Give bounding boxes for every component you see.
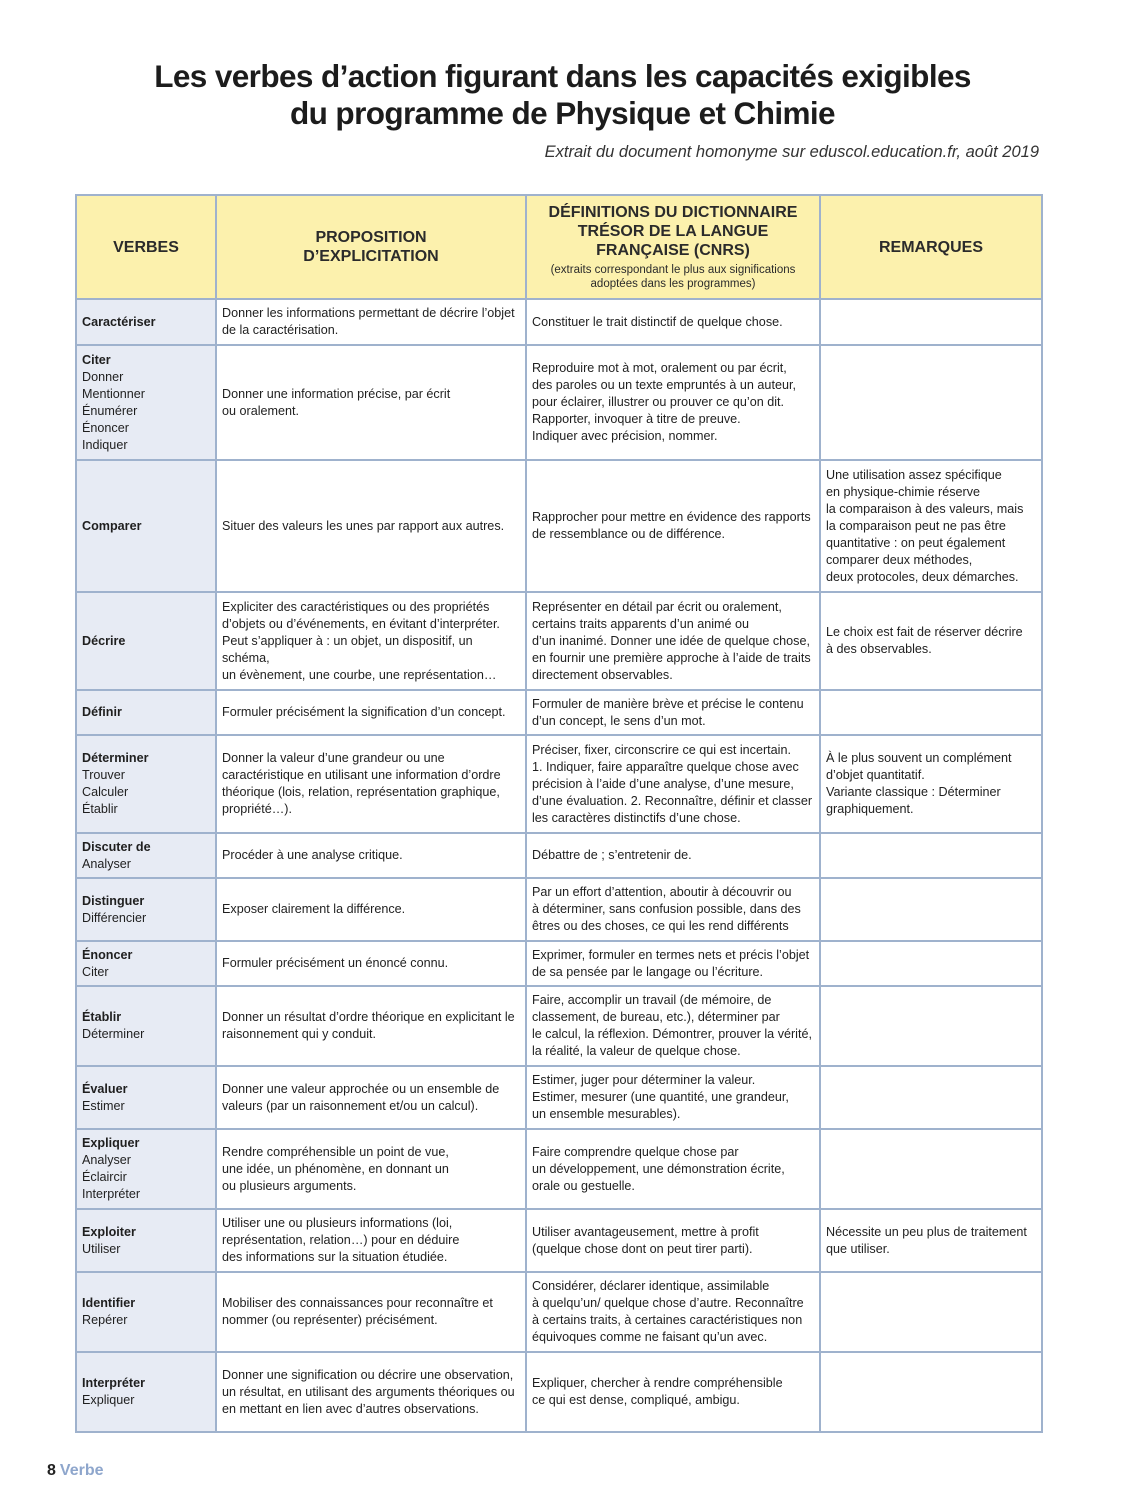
remarque-cell xyxy=(820,941,1042,986)
proposition-cell: Formuler précisément un énoncé connu. xyxy=(216,941,526,986)
table-row xyxy=(76,986,1042,1066)
table-row xyxy=(76,941,1042,986)
page-number: 8 xyxy=(47,1462,56,1479)
verb-cell xyxy=(76,460,216,592)
definition-cell: Faire, accomplir un travail (de mémoire, de classement, de bureau, etc.), déterminer par le calcul, la réflexion. Démontrer, prouver la vérité, la réalité, la valeur de quelque chose. xyxy=(526,986,820,1066)
proposition-cell: Rendre compréhensible un point de vue, une idée, un phénomène, en donnant un ou plusieurs arguments. xyxy=(216,1129,526,1209)
definition-cell: Préciser, fixer, circonscrire ce qui est incertain. 1. Indiquer, faire apparaître quelque chose avec précision à l’aide d’une analyse, d’une mesure, d’une évaluation. 2. Reconnaître, définir et classer les caractères distinctifs d’une chose. xyxy=(526,735,820,833)
verb-synonyms: Repérer xyxy=(82,1313,128,1327)
definition-cell: Formuler de manière brève et précise le contenu d’un concept, le sens d’un mot. xyxy=(526,690,820,735)
verb-main: Expliquer xyxy=(82,1136,140,1150)
table-row xyxy=(76,833,1042,878)
verb-synonyms: Déterminer xyxy=(82,1027,145,1041)
verb-cell xyxy=(76,1129,216,1209)
verb-synonyms: Donner Mentionner Énumérer Énoncer Indiquer xyxy=(82,369,146,452)
table-row xyxy=(76,299,1042,345)
verb-synonyms: Expliquer xyxy=(82,1393,135,1407)
table-row xyxy=(76,690,1042,735)
remarque-cell xyxy=(820,1066,1042,1129)
table-row xyxy=(76,1272,1042,1352)
verb-synonyms: Citer xyxy=(82,964,109,979)
proposition-cell: Donner une signification ou décrire une observation, un résultat, en utilisant des arguments théoriques ou en mettant en lien avec d’autres observations. xyxy=(216,1352,526,1432)
proposition-cell: Exposer clairement la différence. xyxy=(216,878,526,941)
table-header-row xyxy=(76,195,1042,299)
verbs-table xyxy=(75,194,1043,1433)
header-proposition: PROPOSITION D’EXPLICITATION xyxy=(216,195,526,299)
verb-main: Définir xyxy=(82,705,122,719)
table-row xyxy=(76,592,1042,690)
header-definitions-note: (extraits correspondant le plus aux significations adoptées dans les programmes) xyxy=(550,264,796,290)
verb-synonyms: Analyser xyxy=(82,856,131,871)
definition-cell: Rapprocher pour mettre en évidence des rapports de ressemblance ou de différence. xyxy=(526,460,820,592)
verb-main: Caractériser xyxy=(82,314,156,329)
remarque-cell xyxy=(820,986,1042,1066)
proposition-cell: Procéder à une analyse critique. xyxy=(216,833,526,878)
title-line-1: Les verbes d’action figurant dans les capacités exigibles xyxy=(154,58,971,94)
verb-synonyms: Analyser Éclaircir Interpréter xyxy=(82,1153,141,1201)
proposition-cell: Donner une valeur approchée ou un ensemble de valeurs (par un raisonnement et/ou un calcul). xyxy=(216,1066,526,1129)
table-row xyxy=(76,735,1042,833)
verb-main: Identifier xyxy=(82,1296,136,1310)
proposition-cell: Utiliser une ou plusieurs informations (loi, représentation, relation…) pour en déduire des informations sur la situation étudiée. xyxy=(216,1209,526,1272)
verb-cell xyxy=(76,1209,216,1272)
title-line-2: du programme de Physique et Chimie xyxy=(290,95,835,131)
proposition-cell: Mobiliser des connaissances pour reconnaître et nommer (ou représenter) précisément. xyxy=(216,1272,526,1352)
table-row xyxy=(76,1066,1042,1129)
verb-main: Distinguer xyxy=(82,893,145,908)
verb-main: Déterminer xyxy=(82,751,149,765)
remarque-cell xyxy=(820,690,1042,735)
proposition-cell: Donner une information précise, par écrit ou oralement. xyxy=(216,345,526,460)
remarque-cell: À le plus souvent un complément d’objet quantitatif. Variante classique : Déterminer graphiquement. xyxy=(820,735,1042,833)
header-definitions-title: DÉFINITIONS DU DICTIONNAIRE TRÉSOR DE LA LANGUE FRANÇAISE (CNRS) xyxy=(548,204,798,259)
definition-cell: Par un effort d’attention, aboutir à découvrir ou à déterminer, sans confusion possible, dans des êtres ou des choses, ce qui les rend différents xyxy=(526,878,820,941)
definition-cell: Utiliser avantageusement, mettre à profit (quelque chose dont on peut tirer parti). xyxy=(526,1209,820,1272)
remarque-cell: Une utilisation assez spécifique en physique-chimie réserve la comparaison à des valeurs, mais la comparaison peut ne pas être quantitative : on peut également comparer deux méthodes, deux protocoles, deux démarches. xyxy=(820,460,1042,592)
verb-synonyms: Trouver Calculer Établir xyxy=(82,768,129,816)
definition-cell: Expliquer, chercher à rendre compréhensible ce qui est dense, compliqué, ambigu. xyxy=(526,1352,820,1432)
table-row xyxy=(76,1129,1042,1209)
definition-cell: Exprimer, formuler en termes nets et précis l’objet de sa pensée par le langage ou l’écriture. xyxy=(526,941,820,986)
verb-cell xyxy=(76,833,216,878)
definition-cell: Constituer le trait distinctif de quelque chose. xyxy=(526,299,820,345)
verb-cell xyxy=(76,735,216,833)
remarque-cell xyxy=(820,878,1042,941)
remarque-cell: Nécessite un peu plus de traitement que utiliser. xyxy=(820,1209,1042,1272)
remarque-cell xyxy=(820,1129,1042,1209)
proposition-cell: Donner un résultat d’ordre théorique en explicitant le raisonnement qui y conduit. xyxy=(216,986,526,1066)
verb-cell xyxy=(76,1272,216,1352)
definition-cell: Représenter en détail par écrit ou oralement, certains traits apparents d’un animé ou d’un inanimé. Donner une idée de quelque chose, en fournir une première approche à l’aide de traits directement observables. xyxy=(526,592,820,690)
verb-synonyms: Estimer xyxy=(82,1098,125,1113)
verb-main: Énoncer xyxy=(82,947,133,962)
footer-label: Verbe xyxy=(59,1462,104,1479)
proposition-cell: Donner la valeur d’une grandeur ou une caractéristique en utilisant une information d’ordre théorique (lois, relation, représentation graphique, propriété…). xyxy=(216,735,526,833)
verb-main: Décrire xyxy=(82,633,126,648)
table-row xyxy=(76,460,1042,592)
remarque-cell: Le choix est fait de réserver décrire à des observables. xyxy=(820,592,1042,690)
table-row xyxy=(76,878,1042,941)
subtitle: Extrait du document homonyme sur eduscol.education.fr, août 2019 xyxy=(544,143,1039,161)
definition-cell: Débattre de ; s’entretenir de. xyxy=(526,833,820,878)
proposition-cell: Situer des valeurs les unes par rapport aux autres. xyxy=(216,460,526,592)
definition-cell: Estimer, juger pour déterminer la valeur. Estimer, mesurer (une quantité, une grandeur, un ensemble mesurables). xyxy=(526,1066,820,1129)
proposition-cell: Formuler précisément la signification d’un concept. xyxy=(216,690,526,735)
verb-main: Discuter de xyxy=(82,839,151,854)
verb-cell xyxy=(76,345,216,460)
table-row xyxy=(76,345,1042,460)
verb-main: Évaluer xyxy=(82,1081,128,1096)
verb-cell xyxy=(76,1066,216,1129)
verb-cell xyxy=(76,299,216,345)
page-footer xyxy=(47,1462,104,1480)
verb-cell xyxy=(76,986,216,1066)
verb-cell xyxy=(76,941,216,986)
page-title xyxy=(0,58,1125,132)
verb-main: Établir xyxy=(82,1010,122,1024)
header-verbes: VERBES xyxy=(76,195,216,299)
table-row xyxy=(76,1209,1042,1272)
header-remarques: REMARQUES xyxy=(820,195,1042,299)
verb-main: Exploiter xyxy=(82,1224,136,1239)
definition-cell: Considérer, déclarer identique, assimilable à quelqu’un/ quelque chose d’autre. Reconnaître à certains traits, à certaines caractéristiques non équivoques comme ne faisant qu’un avec. xyxy=(526,1272,820,1352)
header-definitions xyxy=(526,195,820,299)
verb-cell xyxy=(76,878,216,941)
verb-main: Citer xyxy=(82,352,111,367)
remarque-cell xyxy=(820,1272,1042,1352)
verb-cell xyxy=(76,592,216,690)
definition-cell: Faire comprendre quelque chose par un développement, une démonstration écrite, orale ou gestuelle. xyxy=(526,1129,820,1209)
verb-main: Comparer xyxy=(82,518,142,533)
remarque-cell xyxy=(820,345,1042,460)
definition-cell: Reproduire mot à mot, oralement ou par écrit, des paroles ou un texte empruntés à un auteur, pour éclairer, illustrer ou prouver ce qu’on dit. Rapporter, invoquer à titre de preuve. Indiquer avec précision, nommer. xyxy=(526,345,820,460)
remarque-cell xyxy=(820,1352,1042,1432)
verb-synonyms: Utiliser xyxy=(82,1241,121,1256)
verb-cell xyxy=(76,690,216,735)
verb-main: Interpréter xyxy=(82,1376,145,1390)
verb-synonyms: Différencier xyxy=(82,910,147,925)
table-row xyxy=(76,1352,1042,1432)
proposition-cell: Donner les informations permettant de décrire l’objet de la caractérisation. xyxy=(216,299,526,345)
verb-cell xyxy=(76,1352,216,1432)
remarque-cell xyxy=(820,833,1042,878)
remarque-cell xyxy=(820,299,1042,345)
proposition-cell: Expliciter des caractéristiques ou des propriétés d’objets ou d’événements, en évitant d’interpréter. Peut s’appliquer à : un objet, un dispositif, un schéma, un évènement, une courbe, une représentation… xyxy=(216,592,526,690)
